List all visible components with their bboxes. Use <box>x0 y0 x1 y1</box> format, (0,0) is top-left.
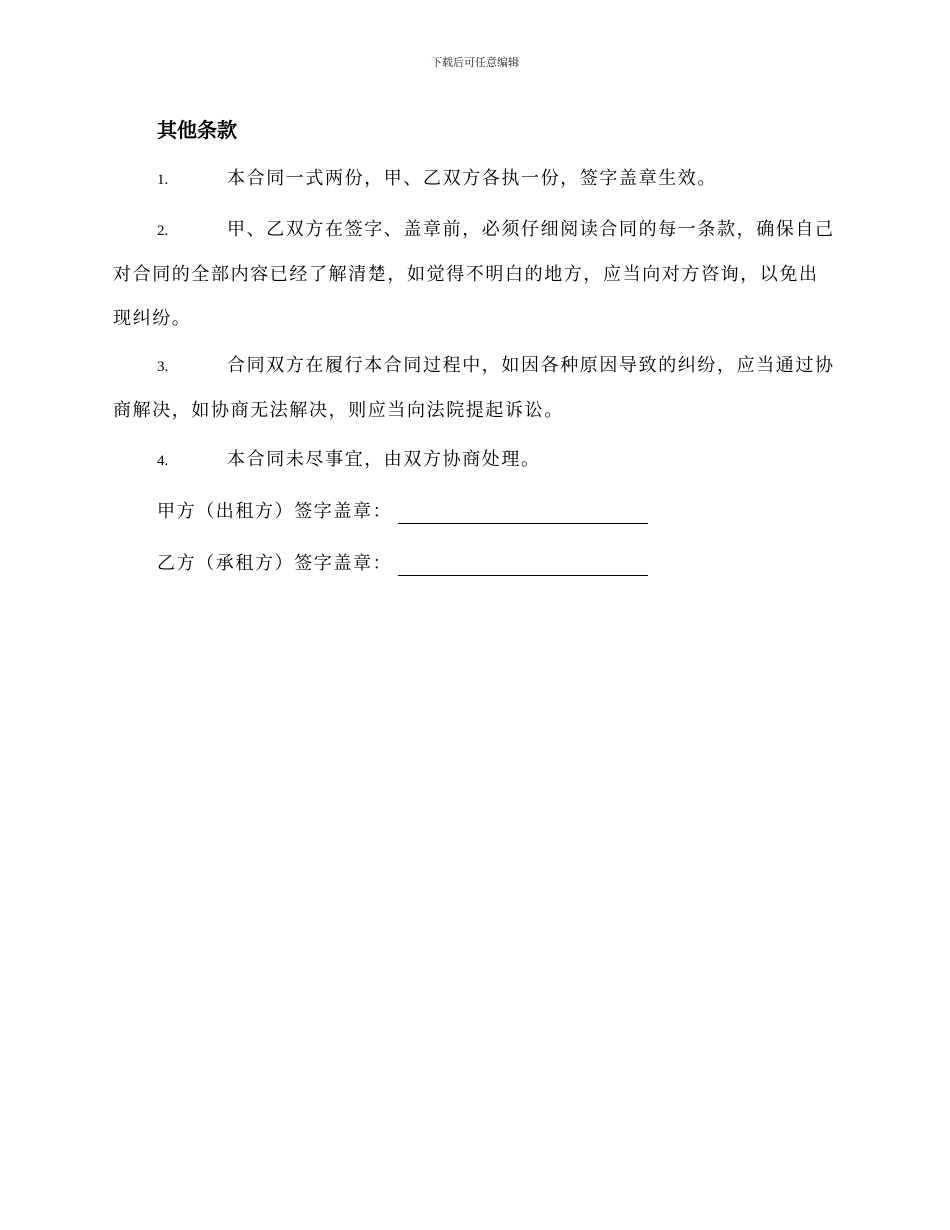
clause-4 <box>113 438 835 483</box>
signature-line-party-b <box>157 552 648 576</box>
signature-blank <box>398 555 648 576</box>
signature-label: 甲方（出租方）签字盖章： <box>157 501 393 522</box>
page-header: 下载后可任意编辑 <box>431 56 519 69</box>
clause-number: 2. <box>157 223 169 239</box>
clause-1 <box>113 157 835 202</box>
signature-label: 乙方（承租方）签字盖章： <box>157 553 393 574</box>
clause-text: 合同双方在履行本合同过程中，如因各种原因导致的纠纷，应当通过协商解决，如协商无法解决，则应当向法院提起诉讼。 <box>113 355 835 421</box>
clause-number: 4. <box>157 453 169 469</box>
clause-2 <box>113 208 835 341</box>
clause-number: 3. <box>157 359 169 375</box>
clause-text: 甲、乙双方在签字、盖章前，必须仔细阅读合同的每一条款，确保自己对合同的全部内容已经了解清楚，如觉得不明白的地方，应当向对方咨询，以免出现纠纷。 <box>113 219 835 329</box>
clause-text: 本合同未尽事宜，由双方协商处理。 <box>227 449 541 470</box>
clause-number: 1. <box>157 172 169 188</box>
section-title: 其他条款 <box>157 118 237 142</box>
clause-text: 本合同一式两份，甲、乙双方各执一份，签字盖章生效。 <box>227 168 717 189</box>
signature-blank <box>398 503 648 524</box>
signature-line-party-a <box>157 500 648 524</box>
clause-3 <box>113 344 835 433</box>
